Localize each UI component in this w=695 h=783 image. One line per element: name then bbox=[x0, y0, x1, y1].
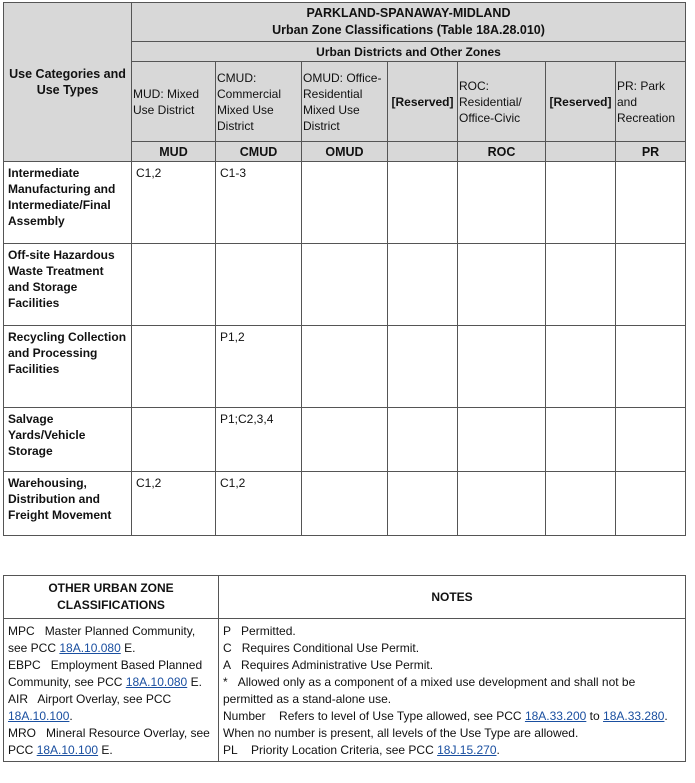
table-row bbox=[4, 408, 686, 472]
other-zone-abbr: MPC bbox=[8, 624, 35, 638]
note-text: Refers to level of Use Type allowed, see PCC bbox=[279, 709, 522, 723]
other-zone-abbr: MRO bbox=[8, 726, 36, 740]
pcc-link[interactable]: 18J.15.270 bbox=[437, 743, 497, 757]
other-zone-suffix: E. bbox=[124, 641, 136, 655]
table-cell bbox=[132, 408, 216, 472]
zone-code-mud: MUD bbox=[132, 142, 216, 162]
table-cell bbox=[616, 162, 686, 244]
note-key: PL bbox=[223, 743, 238, 757]
use-categories-header: Use Categories and Use Types bbox=[4, 3, 132, 162]
note-text: Priority Location Criteria, see PCC bbox=[251, 743, 434, 757]
note-key: Number bbox=[223, 709, 266, 723]
zone-name-pr: PR: Park and Recreation bbox=[616, 62, 686, 142]
zone-code-pr: PR bbox=[616, 142, 686, 162]
other-zones-list bbox=[4, 619, 219, 762]
note-item bbox=[223, 640, 681, 657]
table-cell bbox=[302, 162, 388, 244]
table-cell: P1;C2,3,4 bbox=[216, 408, 302, 472]
table-cell: C1,2 bbox=[216, 472, 302, 536]
table-cell bbox=[216, 244, 302, 326]
pcc-link[interactable]: 18A.33.200 bbox=[524, 709, 587, 723]
other-zone-item bbox=[8, 691, 214, 725]
other-zone-item bbox=[8, 657, 214, 691]
table-cell bbox=[458, 326, 546, 408]
table-cell bbox=[388, 162, 458, 244]
other-zone-text: Airport Overlay, see PCC bbox=[37, 692, 172, 706]
note-item-number bbox=[223, 708, 681, 742]
table-row bbox=[4, 162, 686, 244]
note-text: Requires Conditional Use Permit. bbox=[241, 641, 420, 655]
note-text-rest: . When no number is present, all levels of the Use Type are allowed. bbox=[223, 709, 668, 740]
table-cell bbox=[302, 244, 388, 326]
table-cell: P1,2 bbox=[216, 326, 302, 408]
notes-table bbox=[3, 575, 686, 762]
note-key: C bbox=[223, 641, 232, 655]
table-cell bbox=[388, 244, 458, 326]
zone-code-omud: OMUD bbox=[302, 142, 388, 162]
table-cell bbox=[546, 244, 616, 326]
zone-code-reserved-2 bbox=[546, 142, 616, 162]
notes-list bbox=[219, 619, 686, 762]
table-cell bbox=[388, 326, 458, 408]
pcc-link[interactable]: 18A.10.100 bbox=[36, 743, 99, 757]
zone-name-reserved-2: [Reserved] bbox=[546, 62, 616, 142]
note-item bbox=[223, 657, 681, 674]
note-item bbox=[223, 623, 681, 640]
note-suffix: . bbox=[496, 743, 500, 757]
use-type-label: Salvage Yards/Vehicle Storage bbox=[4, 408, 132, 472]
use-type-label: Off-site Hazardous Waste Treatment and Storage Facilities bbox=[4, 244, 132, 326]
use-type-label: Recycling Collection and Processing Facilities bbox=[4, 326, 132, 408]
table-cell bbox=[546, 326, 616, 408]
zone-name-mud: MUD: Mixed Use District bbox=[132, 62, 216, 142]
zone-name-omud: OMUD: Office-Residential Mixed Use District bbox=[302, 62, 388, 142]
note-item bbox=[223, 674, 681, 708]
use-classification-table bbox=[3, 2, 686, 536]
pcc-link[interactable]: 18A.33.280 bbox=[603, 709, 665, 723]
table-cell: C1,2 bbox=[132, 162, 216, 244]
note-key: P bbox=[223, 624, 232, 638]
other-zone-text: Mineral Resource Overlay, see PCC bbox=[8, 726, 210, 757]
table-cell bbox=[616, 244, 686, 326]
table-cell bbox=[458, 472, 546, 536]
table-cell bbox=[616, 326, 686, 408]
table-cell bbox=[546, 162, 616, 244]
other-zone-suffix: E. bbox=[190, 675, 202, 689]
table-cell bbox=[546, 472, 616, 536]
zone-code-roc: ROC bbox=[458, 142, 546, 162]
note-text: Permitted. bbox=[241, 624, 296, 638]
pcc-link[interactable]: 18A.10.100 bbox=[8, 709, 70, 723]
table-subtitle: Urban Zone Classifications (Table 18A.28.010) bbox=[272, 23, 545, 37]
note-text-mid: to bbox=[589, 709, 600, 723]
table-cell bbox=[546, 408, 616, 472]
table-cell bbox=[458, 244, 546, 326]
other-zone-abbr: AIR bbox=[8, 692, 29, 706]
pcc-link[interactable]: 18A.10.080 bbox=[59, 641, 121, 655]
table-cell bbox=[132, 244, 216, 326]
other-zones-header: OTHER URBAN ZONE CLASSIFICATIONS bbox=[4, 576, 219, 619]
zone-name-cmud: CMUD: Commercial Mixed Use District bbox=[216, 62, 302, 142]
table-cell bbox=[458, 162, 546, 244]
other-zone-abbr: EBPC bbox=[8, 658, 41, 672]
other-zone-item bbox=[8, 725, 214, 759]
pcc-link[interactable]: 18A.10.080 bbox=[125, 675, 188, 689]
table-cell bbox=[616, 472, 686, 536]
note-key: * bbox=[223, 675, 228, 689]
table-title bbox=[132, 3, 686, 42]
table-cell bbox=[388, 472, 458, 536]
table-cell: C1,2 bbox=[132, 472, 216, 536]
table-title-text: PARKLAND-SPANAWAY-MIDLAND bbox=[306, 6, 511, 20]
other-zone-text: Employment Based Planned Community, see PCC bbox=[8, 658, 203, 689]
note-text: Allowed only as a component of a mixed use development and shall not be permitted as a stand-alone use. bbox=[223, 675, 636, 706]
table-cell bbox=[132, 326, 216, 408]
other-zone-suffix: . bbox=[69, 709, 73, 723]
use-type-label: Warehousing, Distribution and Freight Movement bbox=[4, 472, 132, 536]
zone-code-cmud: CMUD bbox=[216, 142, 302, 162]
zone-code-reserved-1 bbox=[388, 142, 458, 162]
table-cell: C1-3 bbox=[216, 162, 302, 244]
table-cell bbox=[302, 472, 388, 536]
table-cell bbox=[458, 408, 546, 472]
other-zone-text: Master Planned Community, see PCC bbox=[8, 624, 196, 655]
table-cell bbox=[302, 326, 388, 408]
zone-name-roc: ROC: Residential/ Office-Civic bbox=[458, 62, 546, 142]
zone-group-header: Urban Districts and Other Zones bbox=[132, 42, 686, 62]
note-text: Requires Administrative Use Permit. bbox=[241, 658, 434, 672]
table-row bbox=[4, 472, 686, 536]
zone-name-reserved-1: [Reserved] bbox=[388, 62, 458, 142]
table-cell bbox=[616, 408, 686, 472]
note-item-pl bbox=[223, 742, 681, 759]
table-row bbox=[4, 244, 686, 326]
table-row bbox=[4, 326, 686, 408]
other-zone-item bbox=[8, 623, 214, 657]
notes-header: NOTES bbox=[219, 576, 686, 619]
table-cell bbox=[302, 408, 388, 472]
note-key: A bbox=[223, 658, 232, 672]
table-cell bbox=[388, 408, 458, 472]
use-type-label: Intermediate Manufacturing and Intermediate/Final Assembly bbox=[4, 162, 132, 244]
other-zone-suffix: E. bbox=[101, 743, 113, 757]
